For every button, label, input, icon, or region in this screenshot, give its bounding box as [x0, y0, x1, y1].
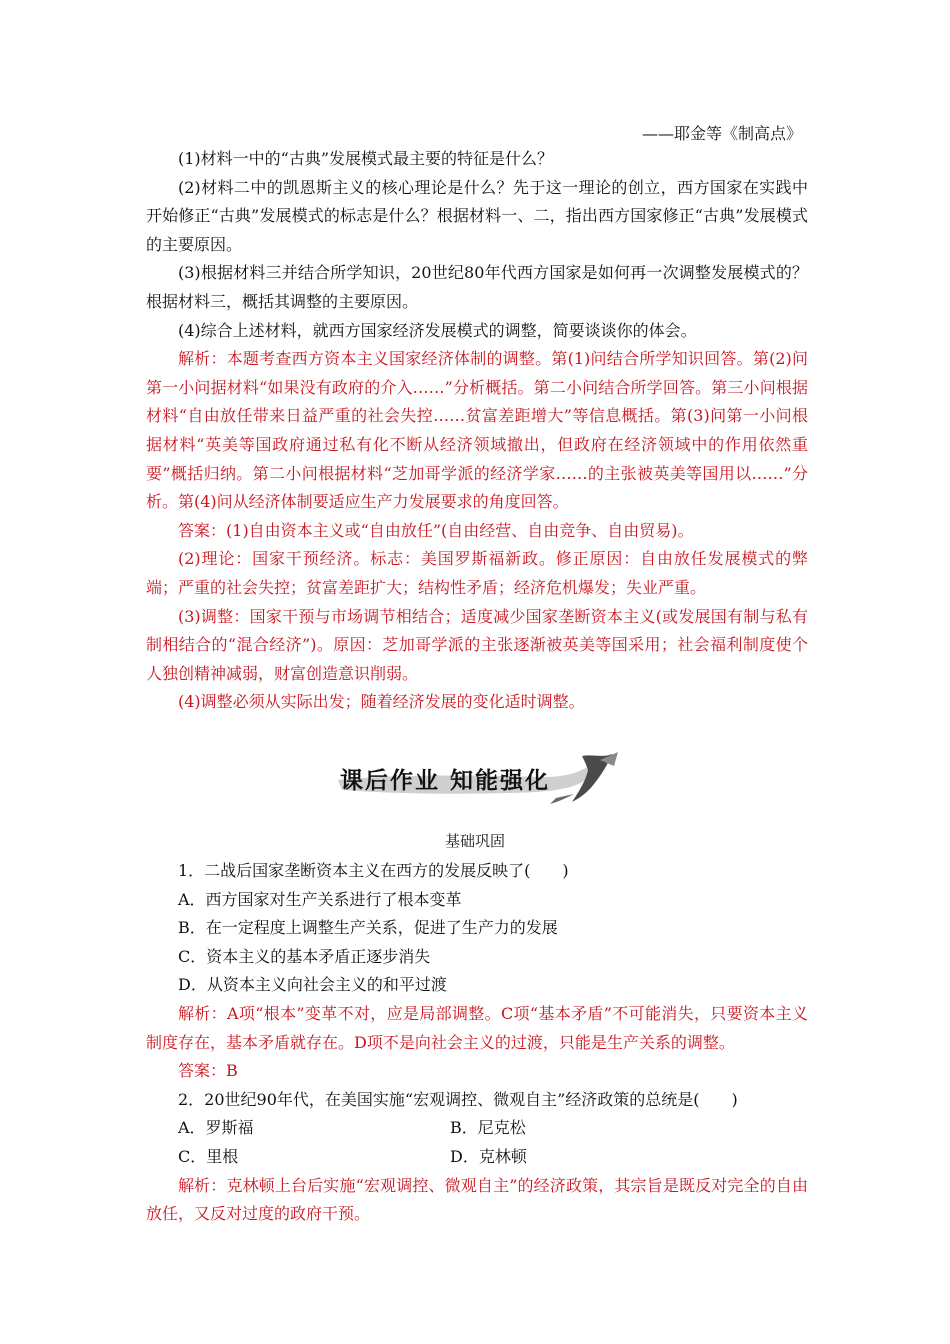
question-1: (1)材料一中的“古典”发展模式最主要的特征是什么？ [178, 149, 554, 168]
exercise-1-option-d: D．从资本主义向社会主义的和平过渡 [178, 975, 447, 995]
exercise-1-option-a: A．西方国家对生产关系进行了根本变革 [178, 889, 462, 909]
answer-part-4: (4)调整必须从实际出发；随着经济发展的变化适时调整。 [178, 692, 585, 712]
question-block [146, 145, 808, 717]
subsection-title: 基础巩固 [444, 832, 505, 850]
exercise-2-options-row-2 [146, 1143, 808, 1172]
exercise-1-analysis-label: 解析： [178, 1003, 228, 1023]
question-4: (4)综合上述材料，就西方国家经济发展模式的调整，简要谈谈你的体会。 [178, 320, 697, 340]
exercise-1-answer-label: 答案： [178, 1061, 227, 1081]
answer-label: 答案： [178, 520, 227, 540]
exercise-1-answer [146, 1057, 808, 1086]
source-citation: ——耶金等《制高点》 [641, 124, 802, 143]
exercise-1-option-b: B．在一定程度上调整生产关系，促进了生产力的发展 [178, 918, 558, 938]
exercise-2-analysis [146, 1172, 808, 1229]
exercise-2-options-row-1 [146, 1114, 808, 1143]
exercise-2-analysis-text: 克林顿上台后实施“宏观调控、微观自主”的经济政策，其宗旨是既反对完全的自由放任，又反对过度的政府干预。 [146, 1175, 808, 1224]
analysis-text: 本题考查西方资本主义国家经济体制的调整。第(1)问结合所学知识回答。第(2)问第一小问据材料“如果没有政府的介入……”分析概括。第二小问结合所学回答。第三小问根据材料“自由放任带来日益严重的社会失控……贫富差距增大”等信息概括。第(3)问第一小问根据材料“英美等国政府通过私有化不断从经济领域撤出，但政府在经济领域中的作用依然重要”概括归纳。第二小问根据材料“芝加哥学派的经济学家……的主张被英美等国用以……”分析。第(4)问从经济体制要适应生产力发展要求的角度回答。 [146, 349, 808, 512]
analysis-paragraph [146, 345, 808, 517]
exercise-1-analysis [146, 1000, 808, 1057]
answer-part-1: (1)自由资本主义或“自由放任”(自由经营、自由竞争、自由贸易)。 [226, 520, 694, 540]
answer-part-2: (2)理论：国家干预经济。标志：美国罗斯福新政。修正原因：自由放任发展模式的弊端；严重的社会失控；贫富差距扩大；结构性矛盾；经济危机爆发；失业严重。 [146, 549, 808, 597]
exercise-block [146, 857, 808, 1229]
analysis-label: 解析： [178, 349, 227, 369]
exercise-2-option-b: B．尼克松 [450, 1118, 526, 1138]
exercise-1-option-c: C．资本主义的基本矛盾正逐步消失 [178, 946, 431, 966]
exercise-2-option-d: D．克林顿 [450, 1146, 527, 1166]
exercise-1-stem: 1．二战后国家垄断资本主义在西方的发展反映了( ) [178, 861, 569, 880]
answer-part-3: (3)调整：国家干预与市场调节相结合；适度减少国家垄断资本主义(或发展国有制与私有制相结合的“混合经济”)。原因：芝加哥学派的主张逐渐被英美等国采用；社会福利制度使个人独创精神减弱，财富创造意识削弱。 [146, 606, 808, 683]
exercise-2-option-c: C．里根 [178, 1146, 239, 1166]
exercise-2-stem: 2．20世纪90年代，在美国实施“宏观调控、微观自主”经济政策的总统是( ) [178, 1089, 738, 1109]
section-heading [336, 750, 626, 806]
heading-title: 课后作业 知能强化 [340, 768, 551, 794]
question-3: (3)根据材料三并结合所学知识，20世纪80年代西方国家是如何再一次调整发展模式的？根据材料三，概括其调整的主要原因。 [146, 263, 808, 311]
question-2: (2)材料二中的凯恩斯主义的核心理论是什么？先于这一理论的创立，西方国家在实践中开始修正“古典”发展模式的标志是什么？根据材料一、二，指出西方国家修正“古典”发展模式的主要原因。 [146, 177, 808, 254]
exercise-1-analysis-text: A项“根本”变革不对，应是局部调整。C项“基本矛盾”不可能消失，只要资本主义制度存在，基本矛盾就存在。D项不是向社会主义的过渡，只能是生产关系的调整。 [146, 1003, 808, 1052]
exercise-1-answer-value: B [226, 1061, 238, 1081]
exercise-2-analysis-label: 解析： [178, 1175, 227, 1195]
exercise-2-option-a: A．罗斯福 [178, 1118, 254, 1138]
answer-paragraph-1 [146, 517, 808, 546]
